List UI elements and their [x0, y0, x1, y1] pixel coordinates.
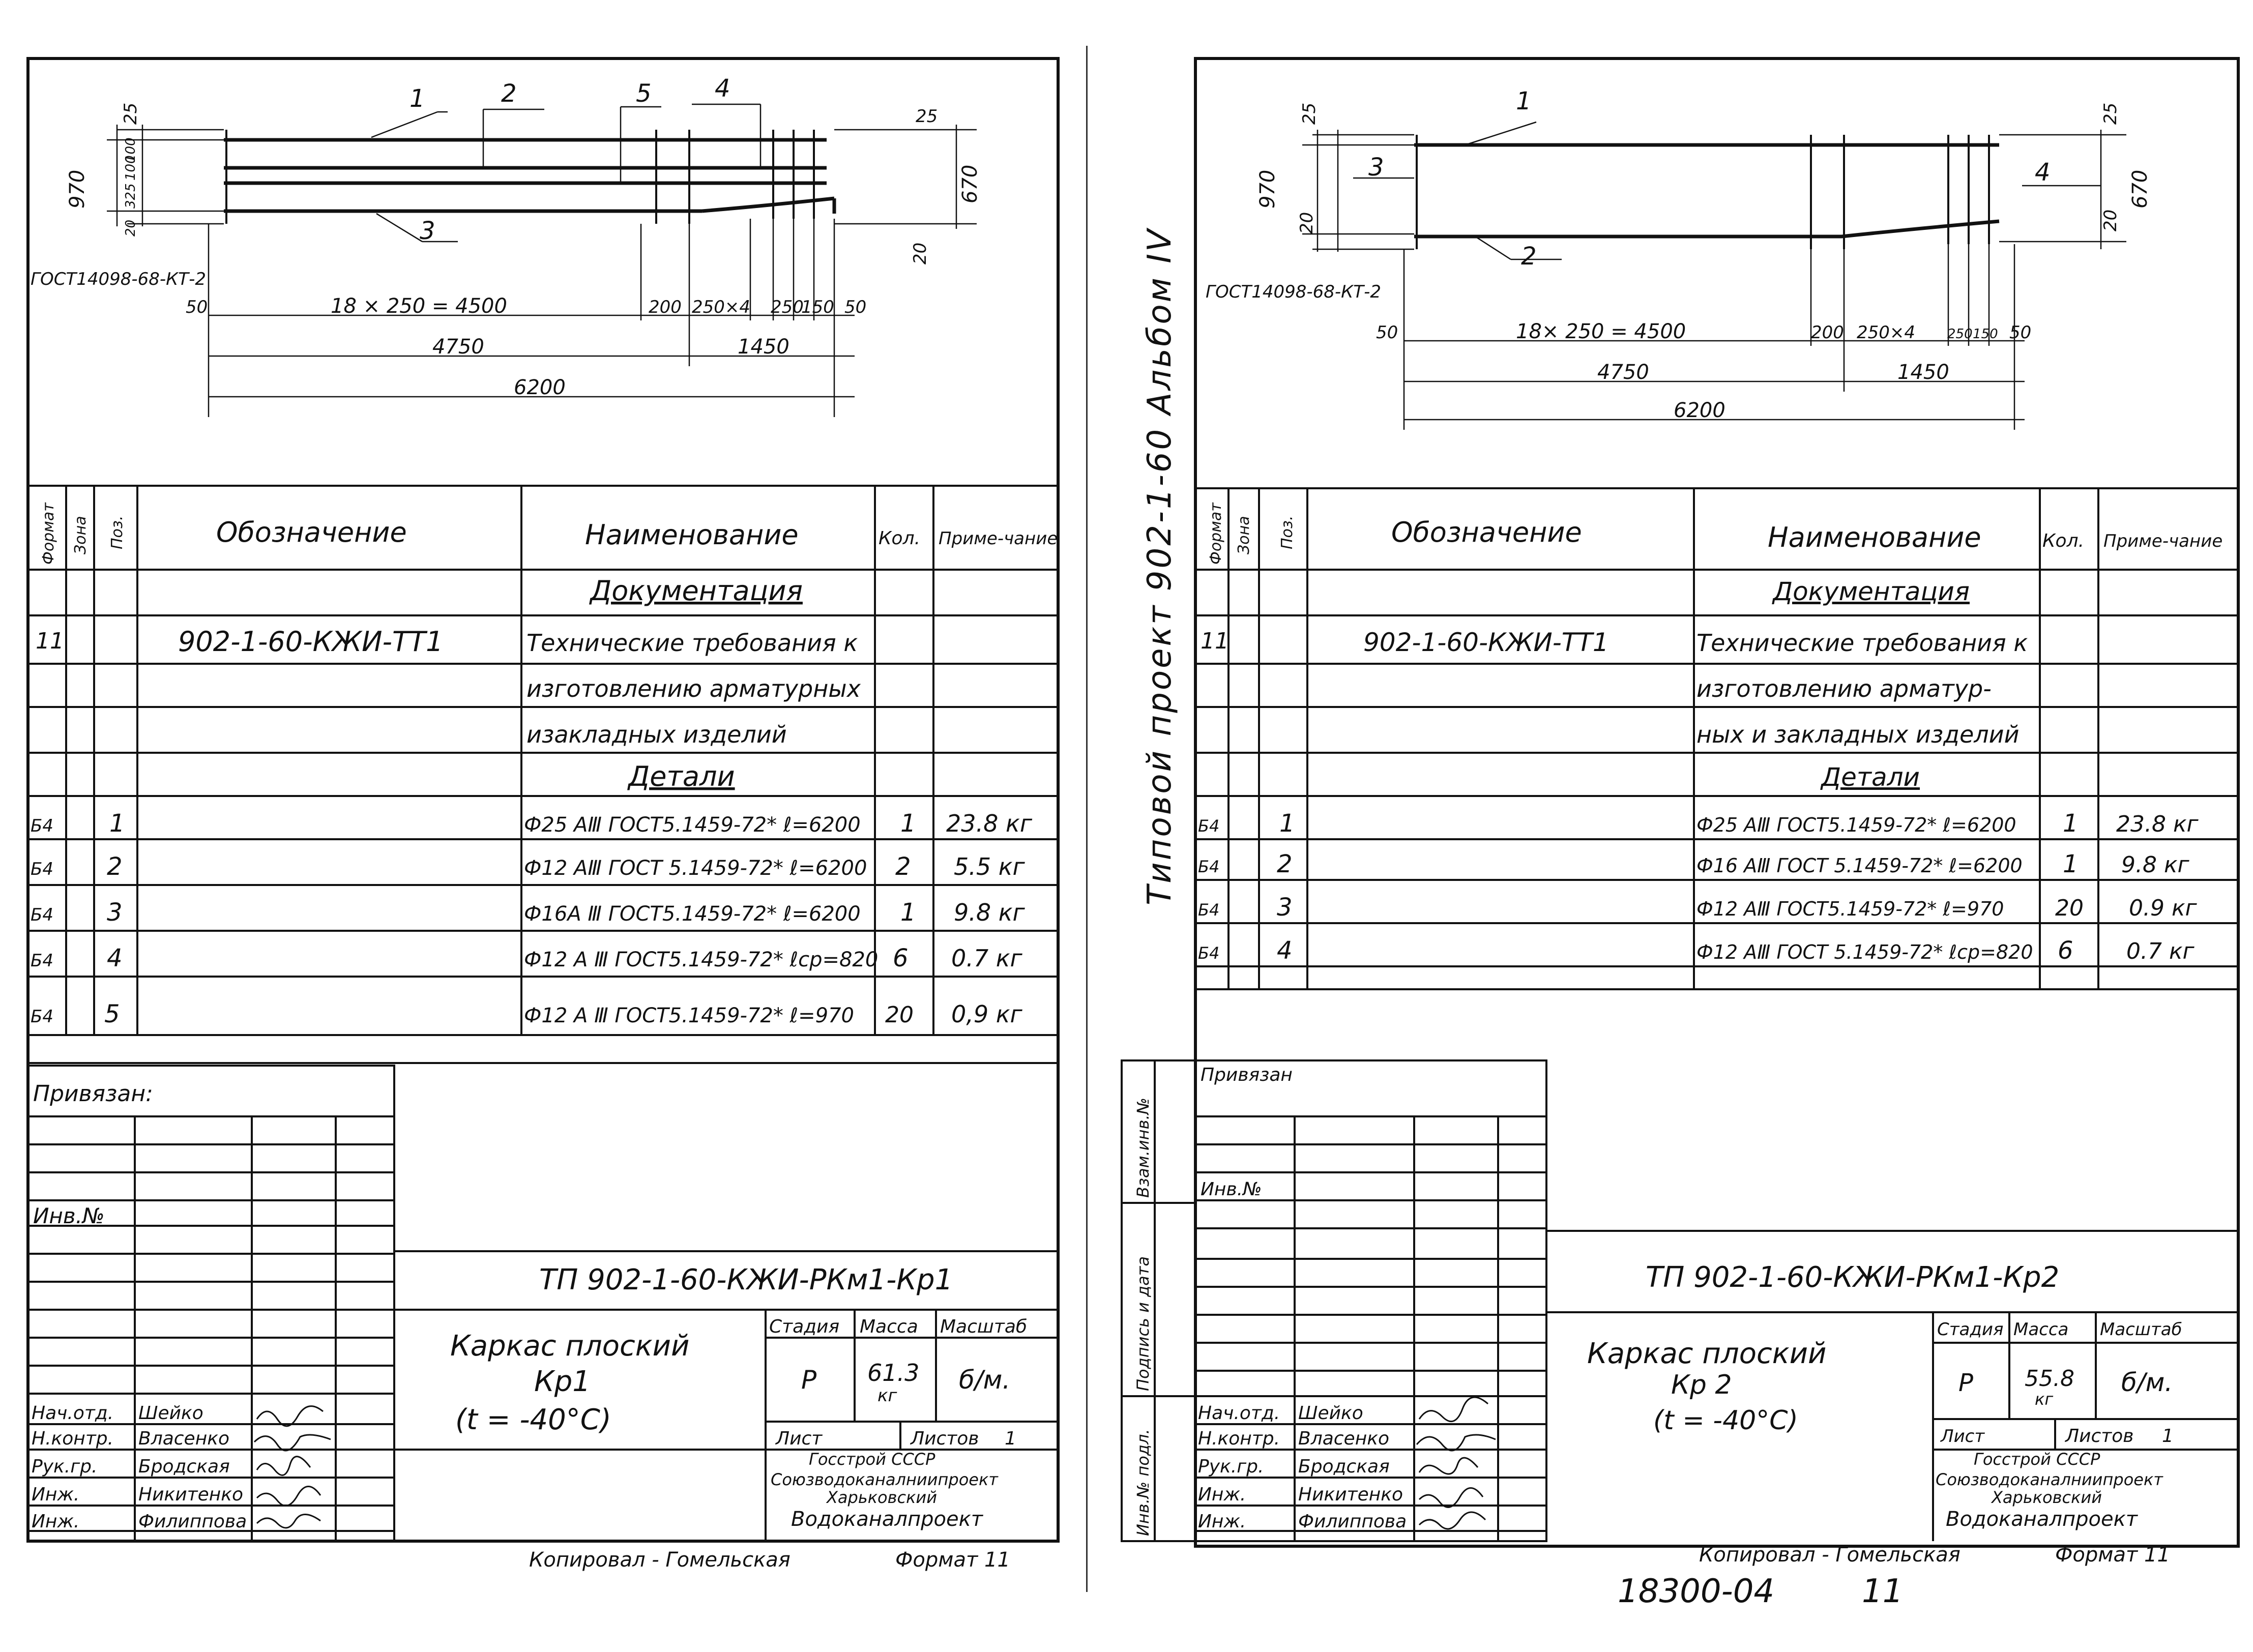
dim-bottom-50a: 50 [186, 297, 208, 317]
row4-format: Б4 [31, 951, 53, 971]
spec-table-kr2 [1195, 488, 2238, 989]
title-block-kr1 [28, 1066, 1058, 1541]
stage2-header: Стадия [1937, 1319, 2004, 1340]
row2-pos: 2 [107, 852, 123, 881]
dim2-left-970: 970 [1256, 169, 1279, 209]
org2-line1: Госстрой СССР [1974, 1450, 2100, 1469]
title-line2: Кр1 [534, 1365, 591, 1398]
dim-left-100b: 100 [123, 155, 138, 181]
row2-qty: 2 [895, 852, 911, 881]
section-parts: Детали [628, 760, 735, 792]
row4-name: Ф12 А Ⅲ ГОСТ5.1459-72* ℓср=820 [524, 948, 879, 971]
dim-left-100a: 100 [123, 137, 138, 163]
row2-1-format: Б4 [1198, 816, 1220, 836]
dim-bottom-200: 200 [649, 297, 682, 317]
role2-3: Рук.гр. [1198, 1456, 1264, 1477]
name-2: Власенко [138, 1428, 230, 1449]
mass-header: Масса [860, 1316, 918, 1337]
name2-1: Шейко [1298, 1403, 1363, 1424]
header2-zone: Зона [1235, 516, 1253, 554]
signatures-kr2 [1417, 1397, 1496, 1529]
row2-2-qty: 1 [2063, 850, 2079, 878]
mass2-value: 55.8 [2025, 1366, 2074, 1392]
row2-2-name: Ф16 АⅢ ГОСТ 5.1459-72* ℓ=6200 [1696, 854, 2023, 877]
doc-designation: 902-1-60-КЖИ-ТТ1 [178, 626, 444, 658]
row1-name: Ф25 АⅢ ГОСТ5.1459-72* ℓ=6200 [524, 813, 861, 837]
footer2-format: Формат 11 [2055, 1543, 2170, 1567]
row5-qty: 20 [885, 1002, 914, 1028]
doc2-name-line2: изготовлению арматур- [1696, 675, 1992, 702]
header-qty: Кол. [879, 528, 921, 549]
header2-name: Наименование [1768, 521, 1981, 553]
header-designation: Обозначение [216, 516, 407, 548]
org2-line3: Харьковский [1992, 1488, 2102, 1507]
doc-name-line2: изготовлению арматурных [526, 675, 861, 702]
org2-line2: Союзводоканалниипроект [1936, 1470, 2163, 1489]
row2-4-name: Ф12 АⅢ ГОСТ 5.1459-72* ℓср=820 [1696, 941, 2033, 963]
name-1: Шейко [138, 1403, 203, 1424]
dim2-left-20: 20 [1297, 212, 1317, 234]
row2-4-format: Б4 [1198, 943, 1220, 963]
doc2-designation: 902-1-60-КЖИ-ТТ1 [1363, 628, 1609, 657]
row3-pos: 3 [107, 898, 123, 927]
row5-name: Ф12 А Ⅲ ГОСТ5.1459-72* ℓ=970 [524, 1004, 854, 1027]
row2-3-qty: 20 [2055, 895, 2084, 921]
title2-line1: Каркас плоский [1587, 1337, 1827, 1370]
drawing-kr2 [1206, 87, 2152, 430]
header-pos: Поз. [108, 515, 126, 549]
role-3: Рук.гр. [32, 1456, 98, 1477]
row4-pos: 4 [107, 944, 123, 972]
gost-mark: ГОСТ14098-68-КТ-2 [31, 269, 206, 289]
bound-label: Привязан: [33, 1081, 153, 1107]
callout-4: 4 [715, 74, 730, 103]
sheet-number: 18300-04 [1618, 1573, 1775, 1610]
org-line4: Водоканалпроект [791, 1508, 983, 1531]
callout-5: 5 [636, 79, 652, 108]
row1-format: Б4 [31, 816, 53, 836]
row2-2-pos: 2 [1277, 850, 1293, 878]
drawing-kr1 [31, 74, 982, 417]
inv-label: Инв.№ [33, 1203, 105, 1228]
side-stamp [1122, 1060, 1195, 1541]
dim-bottom-span: 18 × 250 = 4500 [331, 294, 507, 318]
footer-copied: Копировал - Гомельская [529, 1548, 791, 1572]
stamp-signature: Подпись и дата [1133, 1256, 1153, 1391]
dim2-bottom-250x4: 250×4 [1857, 322, 1916, 343]
dim-right-20: 20 [910, 242, 930, 264]
row2-1-pos: 1 [1279, 809, 1295, 838]
scale2-header: Масштаб [2100, 1319, 2182, 1340]
row2-2-note: 9.8 кг [2121, 852, 2189, 878]
scale2-value: б/м. [2121, 1368, 2173, 1397]
dim2-4750: 4750 [1597, 361, 1649, 384]
row1-qty: 1 [900, 809, 916, 838]
name-5: Филиппова [138, 1511, 247, 1532]
section2-docs: Документация [1773, 577, 1970, 606]
role2-5: Инж. [1198, 1511, 1246, 1532]
header2-format: Формат [1207, 503, 1225, 565]
scale-header: Масштаб [940, 1316, 1028, 1337]
dim-6200: 6200 [514, 376, 566, 399]
mass-value: 61.3 [867, 1359, 920, 1386]
name-3: Бродская [138, 1456, 230, 1477]
row2-4-note: 0.7 кг [2126, 938, 2195, 964]
role-5: Инж. [32, 1511, 80, 1532]
mass2-header: Масса [2013, 1319, 2069, 1340]
center-divider [1086, 46, 1088, 1592]
name-4: Никитенко [138, 1484, 244, 1505]
dim-left-20: 20 [123, 219, 138, 237]
row2-3-name: Ф12 АⅢ ГОСТ5.1459-72* ℓ=970 [1696, 898, 2004, 920]
gost-mark-2: ГОСТ14098-68-КТ-2 [1206, 282, 1381, 302]
header2-qty: Кол. [2042, 530, 2085, 551]
dim2-bottom-span: 18× 250 = 4500 [1516, 320, 1686, 343]
dim2-bottom-200: 200 [1811, 322, 1844, 343]
doc2-name-line1: Технические требования к [1696, 629, 2028, 657]
dim2-right-20: 20 [2100, 209, 2121, 231]
header-zone: Зона [72, 516, 90, 554]
header-note: Приме-чание [939, 528, 1058, 549]
row2-1-name: Ф25 АⅢ ГОСТ5.1459-72* ℓ=6200 [1696, 814, 2016, 836]
role2-4: Инж. [1198, 1484, 1246, 1505]
title2-line3: (t = -40°C) [1653, 1405, 1798, 1436]
org-line1: Госстрой СССР [809, 1450, 935, 1469]
name2-5: Филиппова [1298, 1511, 1407, 1532]
row3-format: Б4 [31, 905, 53, 925]
title-block-kr2 [1195, 1060, 2238, 1541]
dim2-left-25: 25 [1299, 102, 1320, 125]
row3-name: Ф16А Ⅲ ГОСТ5.1459-72* ℓ=6200 [524, 902, 861, 926]
dim-1450: 1450 [738, 335, 789, 359]
row2-1-note: 23.8 кг [2116, 811, 2199, 837]
dim-bottom-250x4: 250×4 [692, 297, 751, 317]
row5-note: 0,9 кг [951, 1000, 1022, 1028]
dim2-6200: 6200 [1674, 399, 1725, 422]
dim-bottom-150: 150 [801, 297, 834, 317]
callout-2: 2 [501, 79, 517, 108]
row2-4-qty: 6 [2058, 936, 2073, 965]
row5-format: Б4 [31, 1007, 53, 1027]
row4-qty: 6 [893, 944, 909, 972]
org2-line4: Водоканалпроект [1946, 1508, 2138, 1531]
dim-bottom-250: 250 [771, 297, 804, 317]
stage2-value: Р [1958, 1369, 1973, 1397]
callout2-4: 4 [2035, 158, 2051, 187]
row3-qty: 1 [900, 898, 916, 927]
role-2: Н.контр. [32, 1428, 114, 1449]
bound2-label: Привязан [1201, 1065, 1293, 1085]
dim2-bottom-150: 150 [1973, 327, 1998, 342]
dim-left-top: 25 [121, 102, 141, 125]
mass2-unit: кг [2035, 1390, 2054, 1409]
row1-note: 23.8 кг [946, 810, 1032, 837]
row2-4-pos: 4 [1277, 936, 1293, 965]
dim-4750: 4750 [432, 335, 484, 359]
mass-unit: кг [877, 1385, 897, 1406]
sheet-kr2 [1099, 0, 2253, 1652]
row2-format: Б4 [31, 859, 53, 879]
row2-1-qty: 1 [2063, 809, 2079, 838]
sheet-header: Лист [776, 1428, 823, 1449]
callout-3: 3 [420, 217, 435, 245]
header2-note: Приме-чание [2103, 531, 2223, 551]
doc2-code: ТП 902-1-60-КЖИ-РКм1-Кр2 [1646, 1261, 2060, 1294]
callout-1: 1 [409, 84, 425, 113]
sheets2-header: Листов [2065, 1426, 2134, 1447]
row3-note: 9.8 кг [954, 899, 1025, 926]
footer-format: Формат 11 [895, 1548, 1010, 1572]
role-4: Инж. [32, 1484, 80, 1505]
sheets-value: 1 [1005, 1428, 1016, 1449]
doc-format: 11 [36, 628, 64, 654]
title2-line2: Кр 2 [1671, 1370, 1732, 1400]
header2-pos: Поз. [1278, 515, 1296, 549]
spec-table-kr1 [28, 486, 1058, 1063]
callout2-1: 1 [1516, 87, 1532, 115]
role2-1: Нач.отд. [1198, 1403, 1280, 1424]
doc-name-line3: изакладных изделий [526, 721, 787, 748]
row5-pos: 5 [104, 1000, 120, 1028]
doc2-name-line3: ных и закладных изделий [1696, 721, 2020, 748]
header2-designation: Обозначение [1391, 516, 1582, 548]
footer2-copied: Копировал - Гомельская [1699, 1543, 1961, 1567]
dim-left-325: 325 [123, 183, 138, 209]
header-format: Формат [40, 503, 57, 565]
sheets-header: Листов [911, 1428, 979, 1449]
callout2-3: 3 [1368, 153, 1384, 182]
dim-left-970: 970 [66, 169, 89, 209]
callout2-2: 2 [1521, 242, 1537, 271]
title-line1: Каркас плоский [450, 1330, 690, 1363]
dim-right-25: 25 [916, 106, 938, 127]
dim2-bottom-50b: 50 [2009, 322, 2032, 343]
section-docs: Документация [590, 575, 803, 607]
stamp-replacement: Взам.инв.№ [1133, 1098, 1153, 1198]
stage-value: Р [801, 1365, 817, 1395]
dim2-bottom-250: 250 [1947, 327, 1973, 342]
sheet2-header: Лист [1941, 1426, 1985, 1447]
stage-header: Стадия [769, 1316, 840, 1337]
dim-right-670: 670 [958, 164, 982, 203]
name2-3: Бродская [1298, 1456, 1390, 1477]
scale-value: б/м. [959, 1365, 1011, 1395]
org-line2: Союзводоканалниипроект [771, 1470, 998, 1489]
dim-bottom-50b: 50 [844, 297, 867, 317]
row1-pos: 1 [109, 809, 125, 838]
row2-3-pos: 3 [1277, 893, 1293, 922]
dim2-right-25: 25 [2100, 102, 2121, 125]
row2-2-format: Б4 [1198, 857, 1220, 876]
row2-3-note: 0.9 кг [2129, 895, 2197, 921]
row2-note: 5.5 кг [954, 853, 1025, 880]
row4-note: 0.7 кг [951, 945, 1022, 972]
title-line3: (t = -40°C) [455, 1403, 611, 1436]
section2-parts: Детали [1821, 762, 1920, 792]
doc-name-line1: Технические требования к [526, 629, 858, 657]
sheet-kr1 [0, 0, 1099, 1652]
stamp-inventory: Инв.№ подл. [1133, 1429, 1153, 1536]
role2-2: Н.контр. [1198, 1428, 1280, 1449]
doc-code: ТП 902-1-60-КЖИ-РКм1-Кр1 [539, 1263, 953, 1296]
org-line3: Харьковский [827, 1488, 937, 1507]
header-name: Наименование [585, 519, 799, 551]
row2-3-format: Б4 [1198, 900, 1220, 920]
page-number: 11 [1862, 1573, 1904, 1610]
dim2-right-670: 670 [2128, 169, 2152, 209]
role-1: Нач.отд. [32, 1403, 114, 1424]
doc2-format: 11 [1201, 628, 1229, 654]
sheets2-value: 1 [2162, 1426, 2174, 1447]
inv2-label: Инв.№ [1201, 1179, 1262, 1200]
name2-4: Никитенко [1298, 1484, 1403, 1505]
name2-2: Власенко [1298, 1428, 1390, 1449]
dim2-bottom-50a: 50 [1376, 322, 1398, 343]
row2-name: Ф12 АⅢ ГОСТ 5.1459-72* ℓ=6200 [524, 857, 867, 880]
dim2-1450: 1450 [1897, 361, 1949, 384]
